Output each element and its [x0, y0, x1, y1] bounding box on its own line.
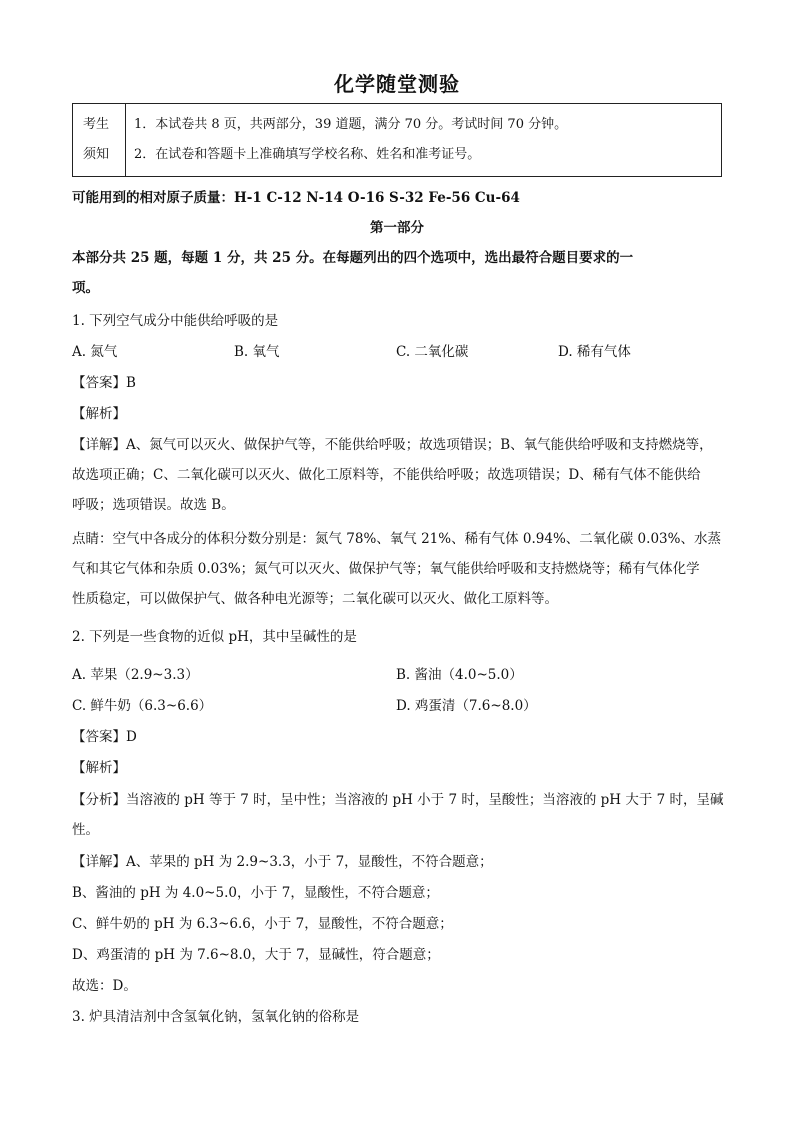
q2-detail-line-2: B、酱油的 pH 为 4.0~5.0，小于 7，显酸性，不符合题意；: [72, 885, 439, 901]
notice-item-1: 1．本试卷共 8 页，共两部分，39 道题，满分 70 分。考试时间 70 分钟。: [134, 117, 568, 132]
q1-option-c: C. 二氧化碳: [396, 344, 469, 360]
atomic-masses: 可能用到的相对原子质量：H-1 C-12 N-14 O-16 S-32 Fe-56 Cu-64: [72, 190, 520, 206]
part-intro-line-2: 项。: [72, 280, 99, 296]
q2-option-b: B. 酱油（4.0~5.0）: [396, 667, 523, 683]
part-title: 第一部分: [370, 220, 424, 236]
notice-content-cell: [126, 104, 722, 177]
q1-analysis-label: 【解析】: [72, 406, 126, 422]
notice-label-2: 须知: [83, 147, 110, 162]
q2-option-c: C. 鲜牛奶（6.3~6.6）: [72, 698, 213, 714]
q2-detail-line-1: 【详解】A、苹果的 pH 为 2.9~3.3，小于 7，显酸性，不符合题意；: [72, 854, 493, 870]
q2-detail-line-4: D、鸡蛋清的 pH 为 7.6~8.0，大于 7，显碱性，符合题意；: [72, 947, 440, 963]
q2-analysis-line-1: 【分析】当溶液的 pH 等于 7 时，呈中性；当溶液的 pH 小于 7 时，呈酸性；当溶液的 pH 大于 7 时，呈碱: [72, 792, 724, 808]
q1-note-line-3: 性质稳定，可以做保护气、做各种电光源等；二氧化碳可以灭火、做化工原料等。: [72, 591, 558, 607]
q1-option-b: B. 氧气: [234, 344, 280, 360]
q1-detail-line-2: 故选项正确；C、二氧化碳可以灭火、做化工原料等，不能供给呼吸；故选项错误；D、稀有气体不能供给: [72, 467, 701, 483]
notice-item-2: 2．在试卷和答题卡上准确填写学校名称、姓名和准考证号。: [134, 147, 481, 162]
notice-label-cell: [73, 104, 126, 177]
q1-stem: 1. 下列空气成分中能供给呼吸的是: [72, 313, 279, 329]
q2-analysis-label: 【解析】: [72, 760, 126, 776]
q1-detail-line-3: 呼吸；选项错误。故选 B。: [72, 497, 235, 513]
part-intro-line-1: 本部分共 25 题，每题 1 分，共 25 分。在每题列出的四个选项中，选出最符合题目要求的一: [72, 250, 634, 266]
q2-analysis-line-2: 性。: [72, 822, 99, 838]
q3-stem: 3. 炉具清洁剂中含氢氧化钠，氢氧化钠的俗称是: [72, 1009, 360, 1025]
page-title: 化学随堂测验: [334, 72, 460, 96]
q2-detail-line-3: C、鲜牛奶的 pH 为 6.3~6.6，小于 7，显酸性，不符合题意；: [72, 916, 453, 932]
q1-answer: 【答案】B: [72, 375, 136, 391]
q2-option-a: A. 苹果（2.9~3.3）: [72, 667, 199, 683]
q1-option-d: D. 稀有气体: [558, 344, 631, 360]
q1-option-a: A. 氮气: [72, 344, 118, 360]
q1-note-line-2: 气和其它气体和杂质 0.03%；氮气可以灭火、做保护气等；氧气能供给呼吸和支持燃烧等；稀有气体化学: [72, 561, 700, 577]
notice-label-1: 考生: [83, 117, 110, 132]
q2-detail-line-5: 故选：D。: [72, 978, 137, 994]
q2-option-d: D. 鸡蛋清（7.6~8.0）: [396, 698, 537, 714]
q2-stem: 2. 下列是一些食物的近似 pH，其中呈碱性的是: [72, 629, 357, 645]
q2-answer: 【答案】D: [72, 729, 137, 745]
q1-detail-line-1: 【详解】A、氮气可以灭火、做保护气等，不能供给呼吸；故选项错误；B、氧气能供给呼吸和支持燃烧等，: [72, 437, 713, 453]
exam-notice-box: [72, 103, 722, 177]
q1-note-line-1: 点睛：空气中各成分的体积分数分别是：氮气 78%、氧气 21%、稀有气体 0.94%、二氧化碳 0.03%、水蒸: [72, 531, 721, 547]
